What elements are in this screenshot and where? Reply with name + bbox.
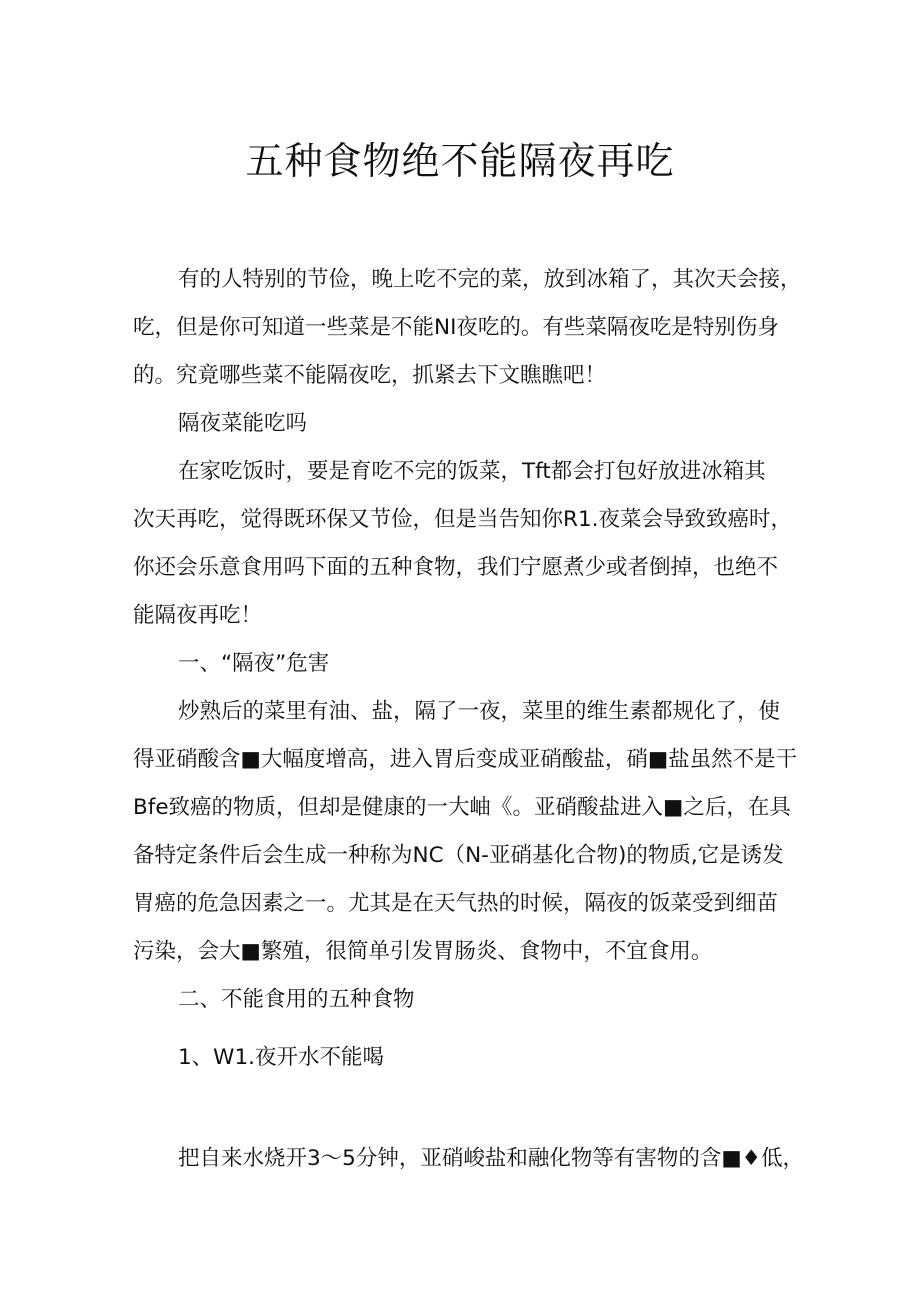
document-title: 五种食物绝不能隔夜再吃 [245,139,675,183]
paragraph-line: 在家吃饭时，要是育吃不完的饭菜，Tft都会打包好放进冰箱其 [178,459,766,484]
paragraph-line: 把自来水烧开3～5分钟，亚硝峻盐和融化物等有害物的含■♦低， [178,1146,804,1171]
paragraph-line: 的。究竟哪些菜不能隔夜吃，抓紧去下文瞧瞧吧！ [133,363,607,388]
section-heading: 一、“隔夜”危害 [178,651,330,676]
paragraph-line: 你还会乐意食用吗下面的五种食物，我们宁愿煮少或者倒掉，也绝不 [133,555,779,580]
paragraph-line: 吃，但是你可知道一些菜是不能NI夜吃的。有些菜隔夜吃是特别伤身 [133,315,779,340]
paragraph-line: 备特定条件后会生成一种称为NC（N-亚硝基化合物)的物质,它是诱发 [133,843,784,868]
section-heading: 二、不能食用的五种食物 [178,987,415,1012]
paragraph-line: Bfe致癌的物质，但却是健康的一大岫《。亚硝酸盐进入■之后，在具 [133,795,791,820]
paragraph-line: 污染，会大■繁殖，很简单引发胃肠炎、食物中，不宜食用。 [133,939,713,964]
paragraph-line: 炒熟后的菜里有油、盐，隔了一夜，菜里的维生素都规化了，使 [178,699,781,724]
subsection-heading: 1、W1.夜开水不能喝 [178,1045,384,1070]
paragraph-line: 有的人特别的节俭，晚上吃不完的菜，放到冰箱了，其次天会接， [178,267,802,292]
paragraph-line: 次天再吃，觉得既环保又节俭，但是当告知你R1.夜菜会导致致癌时， [133,507,792,532]
paragraph-line: 得亚硝酸含■大幅度增高，进入胃后变成亚硝酸盐，硝■盐虽然不是干 [133,747,798,772]
section-heading: 隔夜菜能吃吗 [178,411,308,436]
paragraph-line: 能隔夜再吃！ [133,603,263,628]
paragraph-line: 胃癌的危急因素之一。尤其是在天气热的时候，隔夜的饭菜受到细苗 [133,891,779,916]
